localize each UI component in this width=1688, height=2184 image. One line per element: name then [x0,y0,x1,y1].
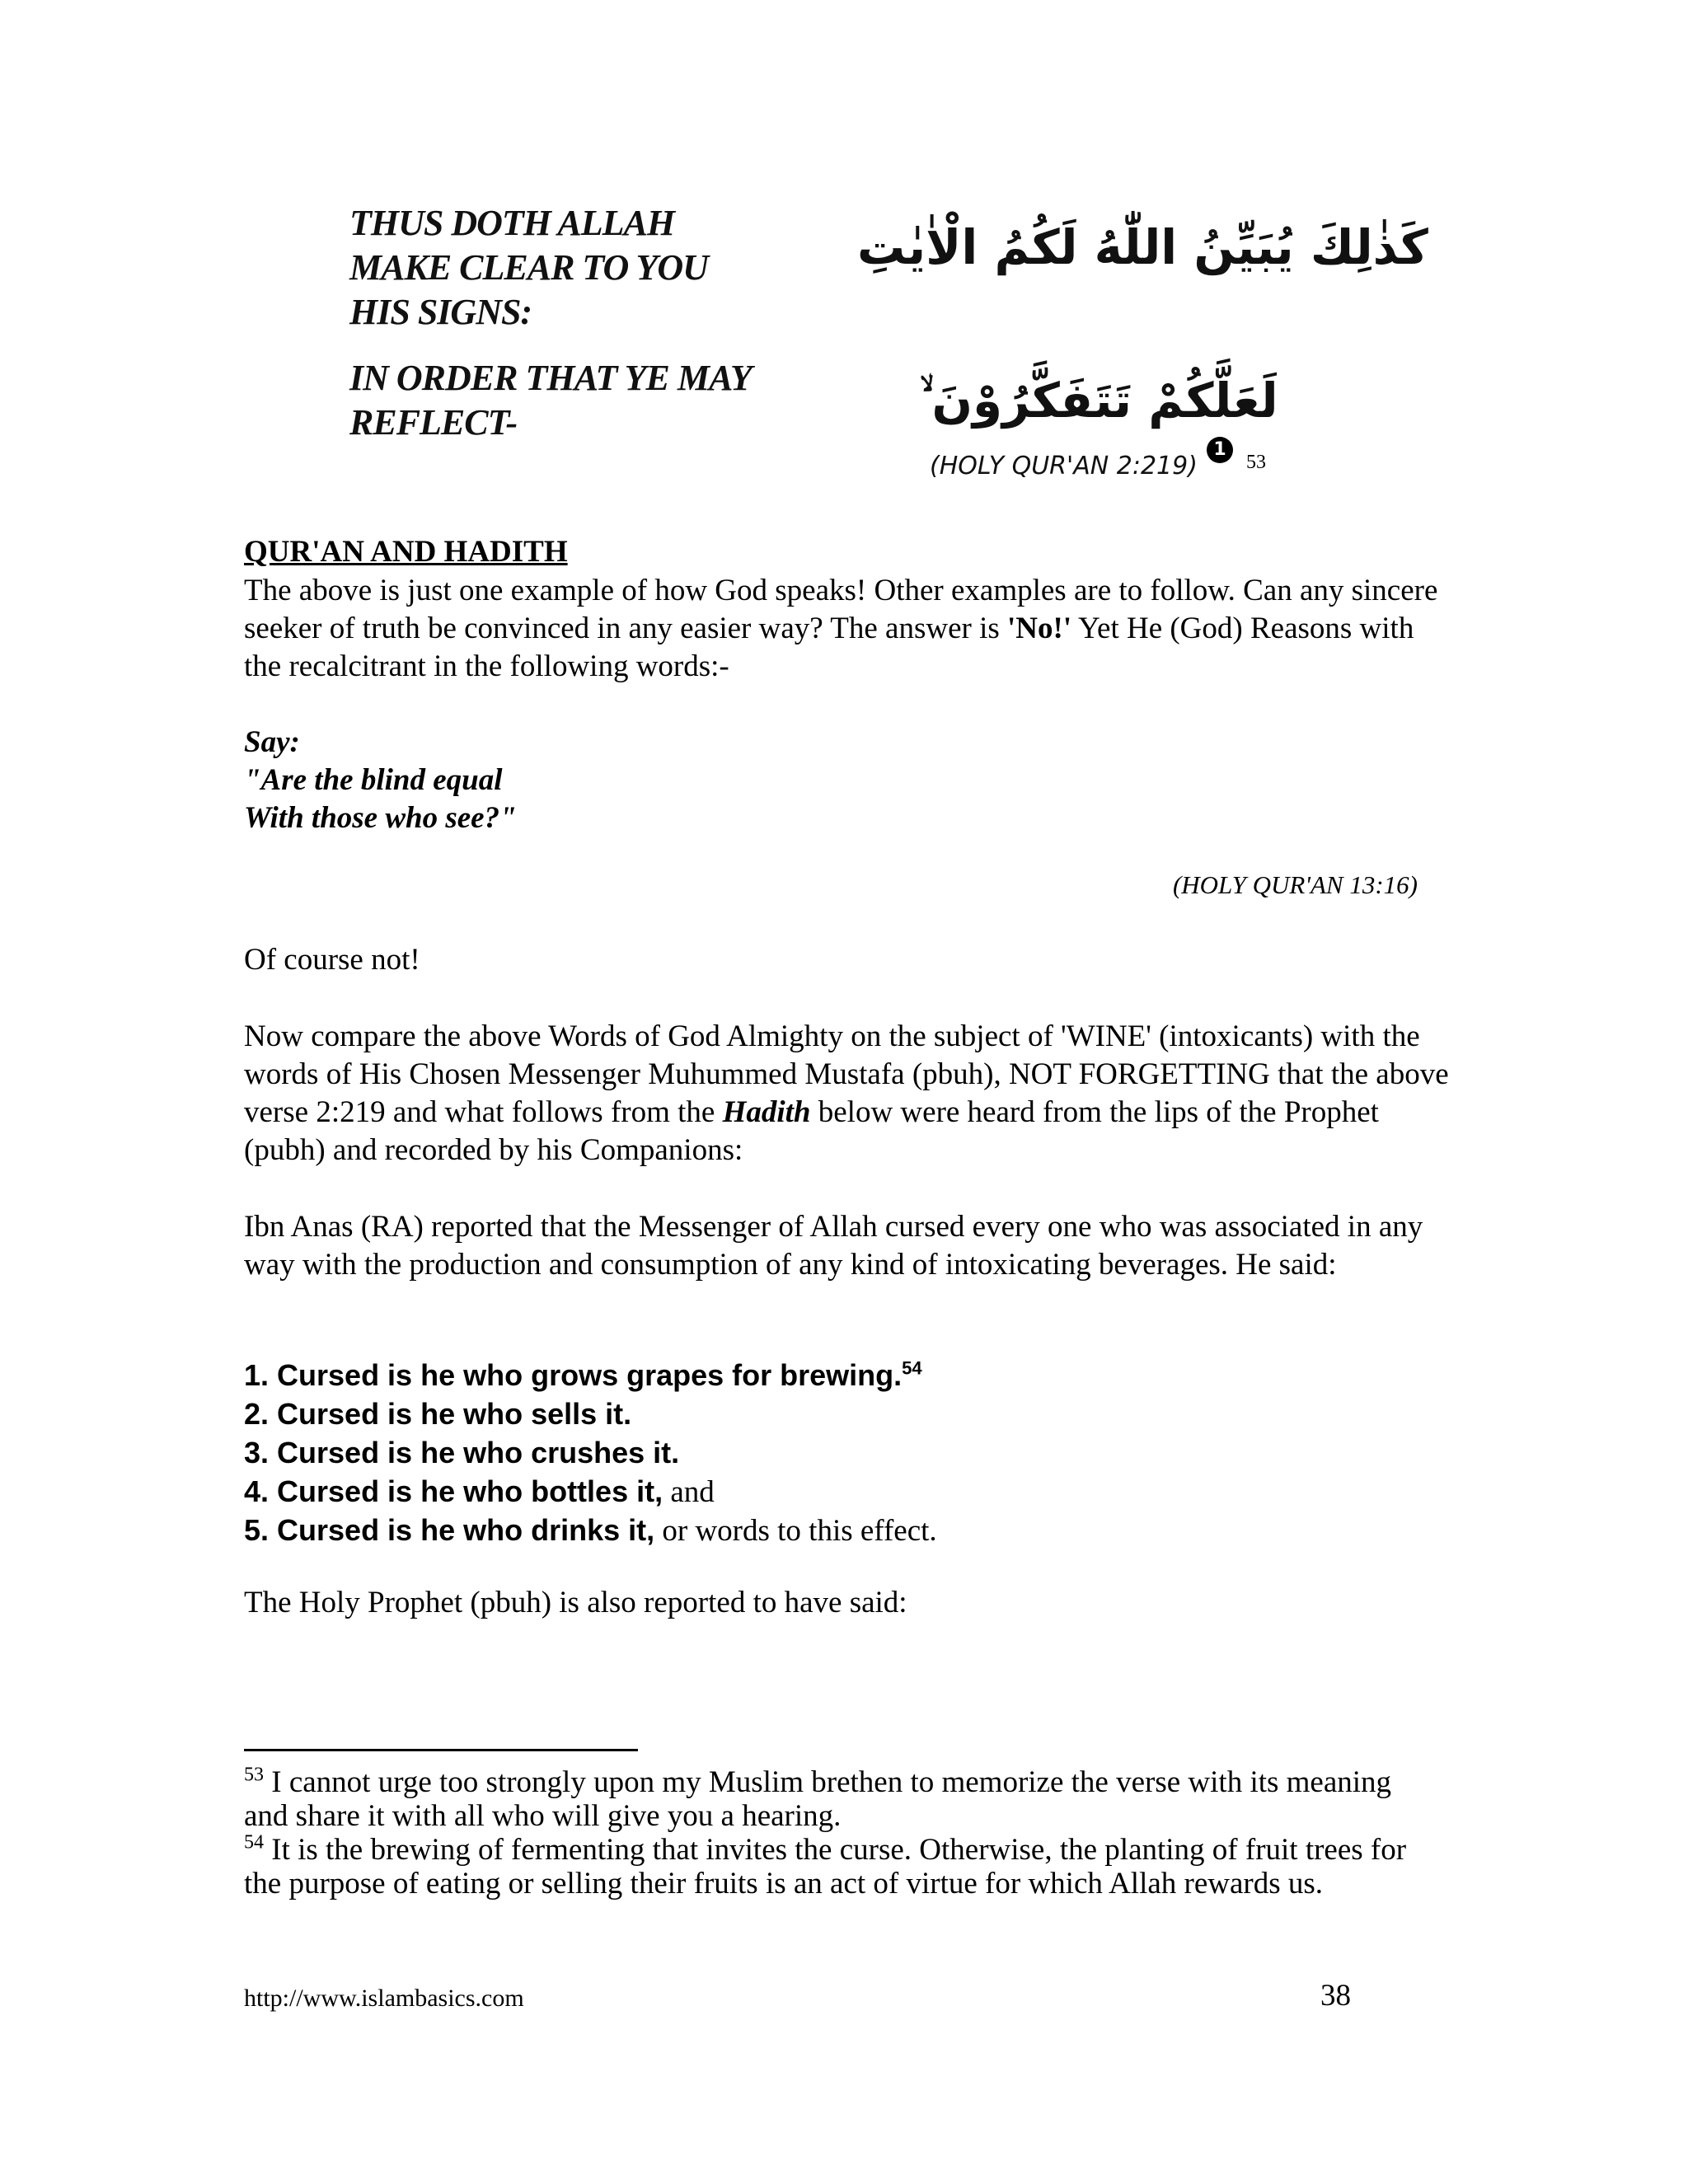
footnote-item [244,1833,1431,1900]
paragraph-also-said: The Holy Prophet (pbuh) is also reported to have said: [244,1586,907,1619]
quote-line: "Are the blind equal [244,763,503,797]
page-number: 38 [1320,1979,1351,2013]
section-heading: QUR'AN AND HADITH [244,535,568,569]
curse-rest: and [663,1475,715,1509]
footnote-marker[interactable]: 54 [902,1357,922,1379]
list-item [244,1511,937,1550]
footnotes [244,1765,1431,1900]
paragraph-text: Now compare the above Words of God Almighty on the subject of 'WINE' (intoxicants) with the words of His Chosen Messenger Muhummed Mustafa (pbuh), NOT FORGETTING that the above verse 2:219 and what follows from the [244,1019,1449,1129]
verse-english-line: HIS SIGNS: [349,292,532,332]
curse-text: 4. Cursed is he who bottles it, [244,1474,663,1508]
paragraph-text: Yet He (God) Reasons with the recalcitrant in the following words:- [244,612,1414,683]
paragraph-text: below were heard from the lips of the Prophet (pubh) and recorded by his Companions: [244,1095,1379,1167]
footnote-text: I cannot urge too strongly upon my Muslim brethen to memorize the verse with its meaning and share it with all who will give you a hearing. [244,1765,1392,1833]
paragraph-compare [244,1018,1456,1169]
list-item [244,1395,937,1434]
curse-list [244,1357,937,1550]
verse-arabic-line-1: كَذٰلِكَ يُبَيِّنُ اللّٰهُ لَكُمُ الْاٰيٰتِ [857,219,1428,275]
verse-english-line: REFLECT- [349,402,518,443]
curse-text: 3. Cursed is he who crushes it. [244,1436,680,1469]
verse-arabic-line-2: لَعَلَّكُمْ تَتَفَكَّرُوْنَ ۙ [920,373,1278,429]
list-item [244,1434,937,1473]
footnote-item [244,1765,1431,1833]
circled-number: 1 [1207,437,1233,463]
footnote-number: 53 [244,1764,264,1786]
verse-english-line: MAKE CLEAR TO YOU [349,247,708,288]
curse-rest: or words to this effect. [654,1514,937,1548]
paragraph-of-course: Of course not! [244,943,420,977]
curse-text: 2. Cursed is he who sells it. [244,1397,632,1431]
footnote-text: It is the brewing of fermenting that invites the curse. Otherwise, the planting of fruit trees for the purpose of eating or selling their fruits is an act of virtue for which Allah rewards us. [244,1833,1407,1900]
footnote-marker[interactable]: 53 [1246,452,1266,473]
quote-reference: (HOLY QUR'AN 13:16) [1172,870,1418,899]
curse-text: 1. Cursed is he who grows grapes for brewing. [244,1358,903,1392]
emphasis-no: 'No!' [1007,612,1072,645]
verse-reference: (HOLY QUR'AN 2:219) [930,452,1198,480]
curse-text: 5. Cursed is he who drinks it, [244,1513,655,1547]
emphasis-hadith: Hadith [722,1095,811,1129]
quote-block [244,724,517,837]
verse-english-line: IN ORDER THAT YE MAY [349,358,752,398]
footnote-divider [244,1749,638,1751]
list-item [244,1357,937,1395]
quote-line: Say: [244,725,300,759]
verse-english-text [349,201,752,445]
verse-english-line: THUS DOTH ALLAH [349,203,675,243]
paragraph-intro [244,572,1456,686]
footnote-number: 54 [244,1831,264,1854]
quote-line: With those who see?" [244,801,517,835]
list-item [244,1473,937,1511]
paragraph-text: The above is just one example of how God speaks! Other examples are to follow. Can any sincere seeker of truth be convinced in any easier way? The answer is [244,574,1438,645]
footer-url-link[interactable]: http://www.islambasics.com [244,1985,524,2012]
paragraph-ibn-anas: Ibn Anas (RA) reported that the Messenger of Allah cursed every one who was associated in any way with the production and consumption of any kind of intoxicating beverages. He said: [244,1210,1423,1282]
